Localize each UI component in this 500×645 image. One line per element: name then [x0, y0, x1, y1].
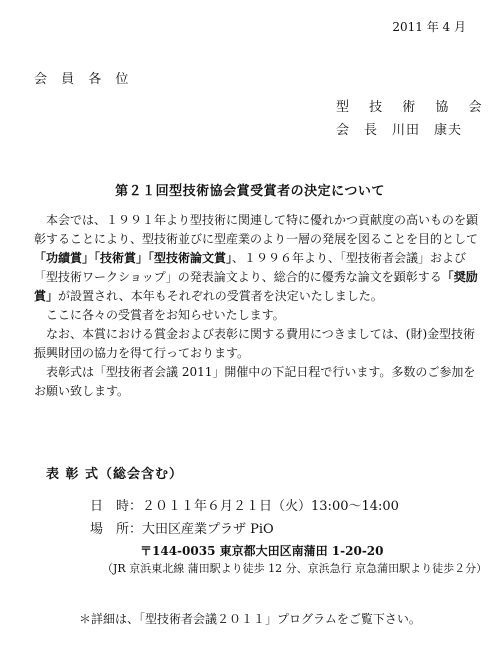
document-body: [34, 211, 479, 401]
event-date-value: ２０１１年６月２１日（火）13:00〜14:00: [142, 499, 399, 514]
paragraph-1-text-b: 、１９９６年より、「型技術者会議」および「型技術ワークショップ」の発表論文より、総合的に優秀な論文を顕彰する: [34, 251, 467, 284]
sender-organization: 型 技 術 協 会: [336, 100, 490, 115]
sender-name: 会 長 川田 康夫: [336, 123, 463, 138]
footer-note: ＊詳細は、「型技術者会議２０１１」プログラムをご覧下さい。: [79, 612, 421, 626]
award-encouragement: 「奨励賞」: [34, 270, 478, 303]
addressee: 会 員 各 位: [34, 72, 134, 87]
award-paper: 「型技術論文賞」: [148, 251, 233, 265]
paragraph-1-text-a: 本会では、１９９１年より型技術に関連して特に優れかつ貢献度の高いものを顕彰することにより、型技術並びに型産業のより一層の発展を図ることを目的として: [34, 213, 479, 246]
event-title: 表 彰 式（総会含む）: [46, 467, 184, 482]
paragraph-4: 表彰式は「型技術者会議 2011」開催中の下記日程で行います。多数のご参加をお願い致します。: [34, 365, 476, 398]
paragraph-1-text-c: が設置され、本年もそれぞれの受賞者を決定いたしました。: [58, 289, 383, 303]
paragraph-3: なお、本賞における賞金および表彰に関する費用につきましては、(財)金型技術振興財団の協力を得て行っております。: [34, 327, 476, 360]
event-venue-row: [90, 518, 274, 537]
award-technology: 「技術賞」: [94, 251, 149, 265]
event-access: （JR 京浜東北線 蒲田駅より徒歩 12 分、京浜急行 京急蒲田駅より徒歩２分）: [102, 562, 488, 575]
document-title: 第２１回型技術協会賞受賞者の決定について: [115, 184, 385, 199]
event-address: 〒144-0035 東京都大田区南蒲田 1-20-20: [140, 544, 384, 558]
paragraph-1: [34, 211, 479, 306]
event-venue-value: 大田区産業プラザ PiO: [142, 522, 274, 537]
event-date-row: [90, 495, 399, 514]
award-merit: 「功績賞」: [34, 251, 95, 265]
event-date-label: 日 時：: [90, 499, 143, 514]
paragraph-2: ここに各々の受賞者をお知らせいたします。: [46, 308, 285, 322]
event-venue-label: 場 所：: [90, 522, 143, 537]
document-date: 2011 年 4 月: [392, 20, 466, 34]
